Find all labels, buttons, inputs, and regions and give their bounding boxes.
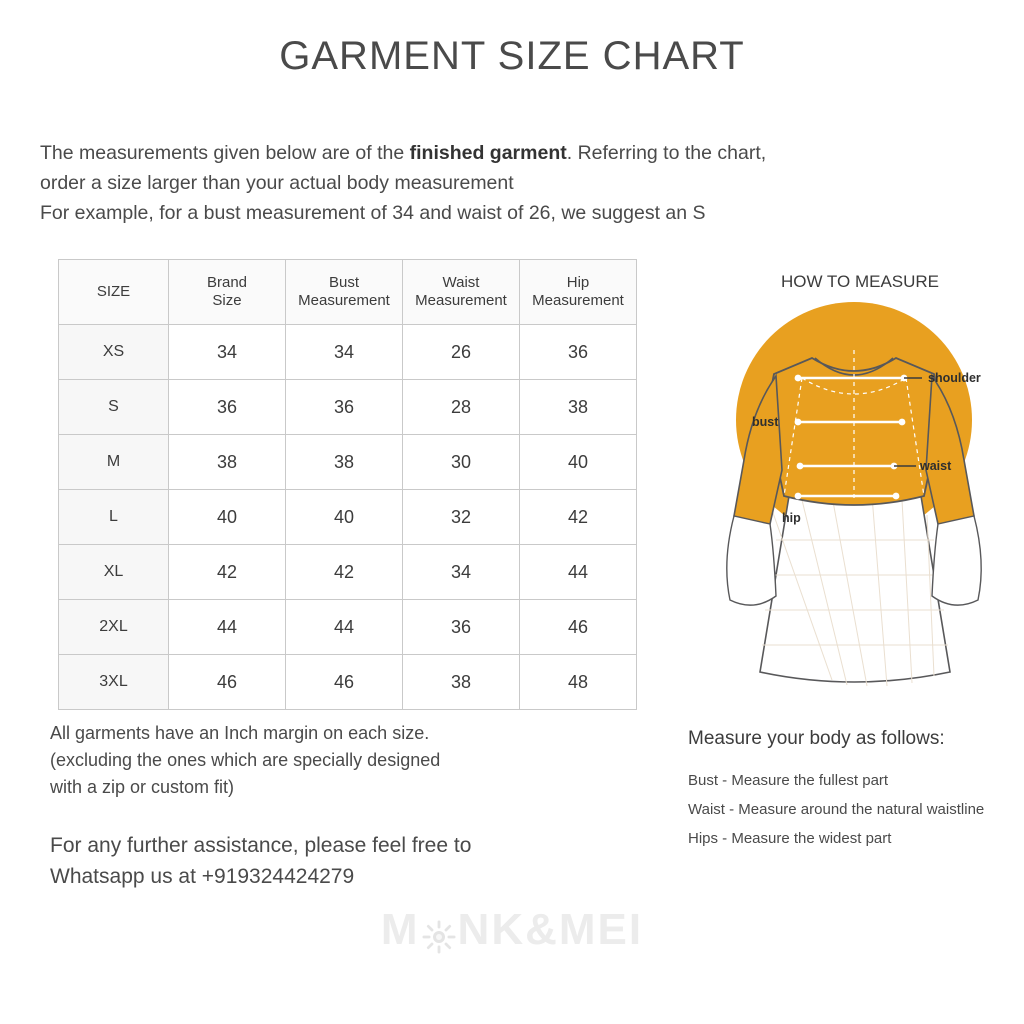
cell-brand: 36 xyxy=(169,380,286,435)
cell-bust: 42 xyxy=(286,545,403,600)
page-title: GARMENT SIZE CHART xyxy=(279,34,745,78)
watermark-left: M xyxy=(380,905,420,954)
brand-watermark xyxy=(0,905,1024,955)
cell-brand: 46 xyxy=(169,655,286,710)
cell-size: XL xyxy=(59,545,169,600)
measure-item-hips: Hips - Measure the widest part xyxy=(688,830,892,847)
intro-paragraph xyxy=(40,138,990,228)
cell-size: S xyxy=(59,380,169,435)
cell-hip: 44 xyxy=(520,545,637,600)
star-flower-icon xyxy=(422,915,456,949)
cell-brand: 38 xyxy=(169,435,286,490)
cell-bust: 34 xyxy=(286,325,403,380)
table-header-brand-size xyxy=(169,260,286,325)
watermark-right: NK&MEI xyxy=(457,905,644,954)
cell-bust: 40 xyxy=(286,490,403,545)
header-line-2: Size xyxy=(212,292,242,309)
header-line-1: Brand xyxy=(206,274,248,291)
measure-instructions-list xyxy=(688,766,1024,853)
header-line-1: Bust xyxy=(328,274,359,291)
right-sleeve-flare xyxy=(932,516,981,605)
cell-size: 2XL xyxy=(59,600,169,655)
cell-hip: 38 xyxy=(520,380,637,435)
cell-waist: 30 xyxy=(403,435,520,490)
intro-emphasis: finished garment xyxy=(409,142,567,164)
notes-line-3: with a zip or custom fit) xyxy=(50,777,235,797)
cell-waist: 38 xyxy=(403,655,520,710)
header-line-2: Measurement xyxy=(415,292,507,309)
label-shoulder: shoulder xyxy=(928,371,981,385)
intro-line-1 xyxy=(40,138,990,168)
cell-bust: 36 xyxy=(286,380,403,435)
intro-line-2: order a size larger than your actual body measurement xyxy=(40,172,514,194)
how-to-measure-title: HOW TO MEASURE xyxy=(780,272,940,291)
measure-item-waist: Waist - Measure around the natural waistline xyxy=(688,801,985,818)
cell-hip: 42 xyxy=(520,490,637,545)
size-table-wrapper xyxy=(58,259,636,710)
cell-hip: 48 xyxy=(520,655,637,710)
notes-line-2: (excluding the ones which are specially designed xyxy=(50,750,441,770)
table-header-bust xyxy=(286,260,403,325)
cell-brand: 42 xyxy=(169,545,286,600)
header-line-2: Measurement xyxy=(298,292,390,309)
label-bust: bust xyxy=(752,415,779,429)
table-row xyxy=(59,380,637,435)
intro-line-1-part-a: The measurements given below are of the xyxy=(40,142,410,164)
table-row xyxy=(59,325,637,380)
measure-instructions-title: Measure your body as follows: xyxy=(688,728,945,749)
cell-waist: 28 xyxy=(403,380,520,435)
table-row xyxy=(59,490,637,545)
left-sleeve-flare xyxy=(727,516,776,605)
cell-size: 3XL xyxy=(59,655,169,710)
measure-item-bust: Bust - Measure the fullest part xyxy=(688,772,889,789)
cell-waist: 36 xyxy=(403,600,520,655)
cell-bust: 38 xyxy=(286,435,403,490)
dress-diagram-icon xyxy=(672,300,1024,700)
cell-hip: 46 xyxy=(520,600,637,655)
header-line-1: Hip xyxy=(566,274,590,291)
table-header-row xyxy=(59,260,637,325)
table-row xyxy=(59,655,637,710)
table-row xyxy=(59,600,637,655)
assistance-line-1: For any further assistance, please feel free to xyxy=(50,834,472,857)
cell-waist: 34 xyxy=(403,545,520,600)
assistance-line-2: Whatsapp us at +919324424279 xyxy=(50,865,355,888)
table-header-hip xyxy=(520,260,637,325)
margin-notes xyxy=(50,720,610,801)
cell-brand: 40 xyxy=(169,490,286,545)
header-line-2: Measurement xyxy=(532,292,624,309)
cell-waist: 26 xyxy=(403,325,520,380)
cell-size: XS xyxy=(59,325,169,380)
cell-bust: 44 xyxy=(286,600,403,655)
intro-line-3: For example, for a bust measurement of 34 and waist of 26, we suggest an S xyxy=(40,202,706,224)
cell-size: M xyxy=(59,435,169,490)
notes-line-1: All garments have an Inch margin on each size. xyxy=(50,723,430,743)
assistance-note xyxy=(50,830,630,892)
label-waist: waist xyxy=(920,459,952,473)
cell-waist: 32 xyxy=(403,490,520,545)
cell-brand: 34 xyxy=(169,325,286,380)
cell-bust: 46 xyxy=(286,655,403,710)
header-line-1: SIZE xyxy=(96,283,131,300)
cell-hip: 36 xyxy=(520,325,637,380)
cell-brand: 44 xyxy=(169,600,286,655)
table-header-waist xyxy=(403,260,520,325)
table-header-size xyxy=(59,260,169,325)
cell-hip: 40 xyxy=(520,435,637,490)
how-to-measure-illustration xyxy=(672,300,1024,700)
size-table xyxy=(58,259,637,710)
table-row xyxy=(59,435,637,490)
table-row xyxy=(59,545,637,600)
label-hip: hip xyxy=(782,511,801,525)
intro-line-1-part-c: . Referring to the chart, xyxy=(566,142,767,164)
cell-size: L xyxy=(59,490,169,545)
header-line-1: Waist xyxy=(442,274,480,291)
